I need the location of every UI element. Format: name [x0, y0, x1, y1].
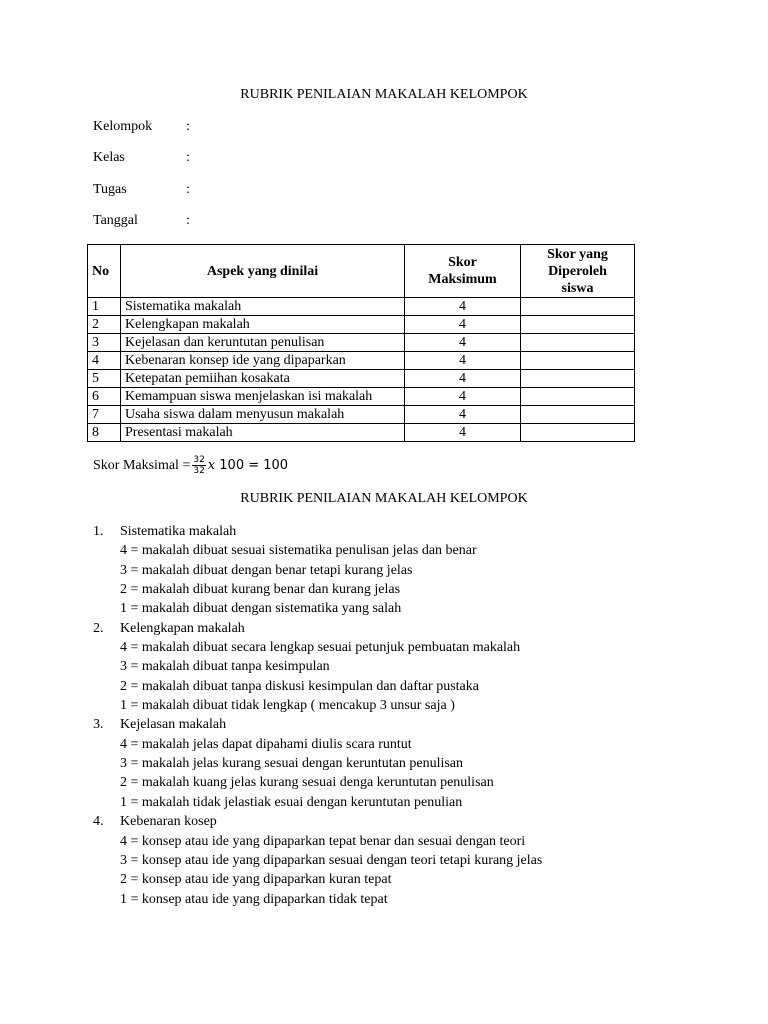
cell-aspek: Kelengkapan makalah [121, 316, 405, 334]
criteria-level: 4 = makalah dibuat secara lengkap sesuai petunjuk pembuatan makalah [120, 640, 521, 656]
cell-skor: 4 [405, 424, 521, 442]
criteria-list [93, 522, 542, 909]
field-kelompok [93, 119, 190, 135]
cell-no: 4 [88, 352, 121, 370]
cell-diperoleh [521, 370, 635, 388]
criteria-heading-row [93, 812, 542, 831]
criteria-level: 4 = konsep atau ide yang dipaparkan tepat benar dan sesuai dengan teori [120, 833, 526, 849]
cell-no: 1 [88, 298, 121, 316]
field-label: Kelompok [93, 119, 153, 134]
criteria-item [93, 619, 542, 716]
cell-aspek: Kebenaran konsep ide yang dipaparkan [121, 352, 405, 370]
table-row [88, 370, 635, 388]
cell-skor: 4 [405, 370, 521, 388]
criteria-item [93, 715, 542, 812]
table-row [88, 424, 635, 442]
field-label: Tugas [93, 182, 127, 197]
cell-aspek: Usaha siswa dalam menyusun makalah [121, 406, 405, 424]
criteria-level: 3 = konsep atau ide yang dipaparkan sesuai dengan teori tetapi kurang jelas [120, 852, 543, 868]
formula-label: Skor Maksimal = [93, 457, 191, 473]
formula-rest: 100 = 100 [215, 458, 289, 473]
field-tanggal [93, 213, 190, 229]
header-line: Diperoleh [548, 263, 607, 279]
cell-skor: 4 [405, 352, 521, 370]
cell-aspek: Kejelasan dan keruntutan penulisan [121, 334, 405, 352]
criteria-level: 3 = makalah jelas kurang sesuai dengan keruntutan penulisan [120, 756, 464, 772]
header-skor-maksimum [405, 245, 521, 298]
cell-skor: 4 [405, 406, 521, 424]
criteria-number: 4. [93, 814, 104, 830]
criteria-number: 1. [93, 524, 104, 539]
criteria-heading: Kebenaran kosep [120, 814, 217, 830]
cell-skor: 4 [405, 334, 521, 352]
cell-aspek: Presentasi makalah [121, 424, 405, 442]
header-skor-diperoleh [521, 245, 635, 298]
formula-fraction [192, 455, 205, 476]
table-row [88, 334, 635, 352]
header-no: No [88, 245, 121, 298]
cell-no: 6 [88, 388, 121, 406]
criteria-level: 4 = makalah dibuat sesuai sistematika penulisan jelas dan benar [120, 543, 477, 559]
criteria-heading: Sistematika makalah [120, 524, 237, 539]
cell-aspek: Kemampuan siswa menjelaskan isi makalah [121, 388, 405, 406]
page-title: RUBRIK PENILAIAN MAKALAH KELOMPOK [240, 87, 528, 102]
field-label: Kelas [93, 150, 125, 165]
section-title: RUBRIK PENILAIAN MAKALAH KELOMPOK [240, 491, 528, 506]
field-separator: : [186, 150, 190, 165]
cell-diperoleh [521, 316, 635, 334]
field-kelas [93, 150, 190, 166]
cell-diperoleh [521, 424, 635, 442]
cell-no: 5 [88, 370, 121, 388]
criteria-level: 1 = makalah dibuat dengan sistematika yang salah [120, 601, 402, 617]
cell-diperoleh [521, 388, 635, 406]
formula-expression [208, 458, 288, 473]
cell-no: 7 [88, 406, 121, 424]
cell-aspek: Sistematika makalah [121, 298, 405, 316]
criteria-level: 1 = konsep atau ide yang dipaparkan tidak tepat [120, 891, 388, 907]
cell-skor: 4 [405, 316, 521, 334]
cell-skor: 4 [405, 298, 521, 316]
table-row [88, 388, 635, 406]
criteria-item [93, 812, 542, 909]
criteria-level: 3 = makalah dibuat dengan benar tetapi kurang jelas [120, 562, 413, 578]
field-separator: : [186, 182, 190, 197]
criteria-item [93, 522, 542, 619]
table-row [88, 316, 635, 334]
table-row [88, 406, 635, 424]
criteria-level: 2 = makalah dibuat tanpa diskusi kesimpulan dan daftar pustaka [120, 678, 479, 694]
score-formula [93, 455, 288, 476]
criteria-level: 4 = makalah jelas dapat dipahami diulis scara runtut [120, 736, 412, 752]
criteria-level: 2 = makalah dibuat kurang benar dan kurang jelas [120, 582, 401, 598]
criteria-heading-row [93, 715, 542, 734]
cell-aspek: Ketepatan pemiihan kosakata [121, 370, 405, 388]
cell-diperoleh [521, 334, 635, 352]
criteria-heading-row [93, 619, 542, 638]
header-line: Maksimum [428, 272, 497, 287]
cell-diperoleh [521, 298, 635, 316]
criteria-heading: Kejelasan makalah [120, 717, 227, 733]
table-header-row [88, 245, 635, 298]
formula-times: x [207, 458, 216, 473]
fraction-denominator: 32 [193, 466, 205, 476]
rubric-table [87, 244, 635, 442]
table-row [88, 298, 635, 316]
cell-skor: 4 [405, 388, 521, 406]
cell-no: 8 [88, 424, 121, 442]
cell-no: 3 [88, 334, 121, 352]
field-separator: : [186, 213, 190, 228]
criteria-number: 3. [93, 717, 104, 733]
fraction-numerator: 32 [193, 455, 205, 465]
field-label: Tanggal [93, 213, 138, 228]
criteria-level: 2 = makalah kuang jelas kurang sesuai denga keruntutan penulisan [120, 775, 494, 791]
field-separator: : [186, 119, 190, 134]
criteria-level: 3 = makalah dibuat tanpa kesimpulan [120, 659, 330, 675]
header-line: Skor yang [547, 246, 608, 262]
criteria-level: 1 = makalah dibuat tidak lengkap ( mencakup 3 unsur saja ) [120, 698, 455, 714]
criteria-number: 2. [93, 620, 104, 636]
cell-diperoleh [521, 352, 635, 370]
table-row [88, 352, 635, 370]
criteria-heading-row [93, 522, 542, 541]
header-line: Skor [448, 255, 477, 270]
criteria-level: 1 = makalah tidak jelastiak esuai dengan keruntutan penulian [120, 794, 463, 810]
field-tugas [93, 182, 190, 198]
cell-no: 2 [88, 316, 121, 334]
header-aspek: Aspek yang dinilai [121, 245, 405, 298]
header-line: siswa [561, 280, 594, 296]
criteria-level: 2 = konsep atau ide yang dipaparkan kuran tepat [120, 872, 392, 888]
cell-diperoleh [521, 406, 635, 424]
criteria-heading: Kelengkapan makalah [120, 620, 245, 636]
